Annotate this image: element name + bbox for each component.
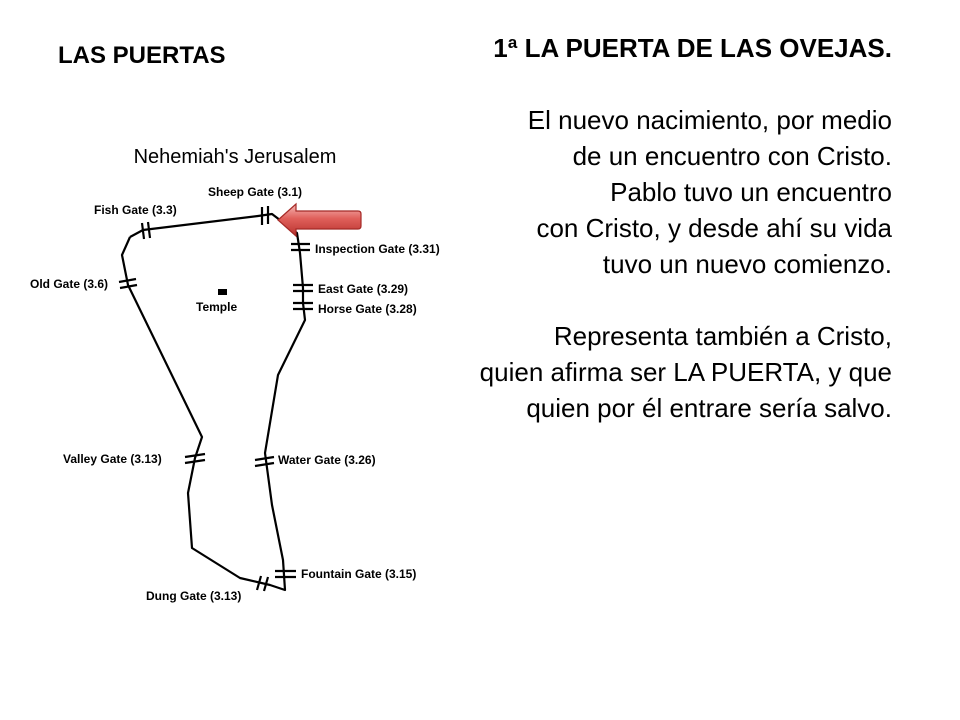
temple-label: Temple xyxy=(196,300,238,314)
red-arrow-icon xyxy=(278,204,361,236)
water-gate-mark xyxy=(255,457,274,460)
old-gate-mark xyxy=(120,285,137,288)
valley-gate-mark xyxy=(185,460,205,463)
paragraph-2-line: Representa también a Cristo, xyxy=(553,321,892,351)
gate-marks xyxy=(119,206,313,591)
heading: 1ª LA PUERTA DE LAS OVEJAS. xyxy=(493,33,892,63)
paragraph-1-line: Pablo tuvo un encuentro xyxy=(610,177,892,207)
city-wall xyxy=(122,214,305,590)
gate-label-valley: Valley Gate (3.13) xyxy=(63,452,162,466)
slide-label: LAS PUERTAS xyxy=(58,42,226,69)
fish-gate-mark xyxy=(148,222,150,238)
gate-label-inspection: Inspection Gate (3.31) xyxy=(315,242,440,256)
paragraph-1-line: de un encuentro con Cristo. xyxy=(572,141,892,171)
map-title: Nehemiah's Jerusalem xyxy=(133,146,337,168)
fish-gate-mark xyxy=(142,223,144,239)
gate-label-old: Old Gate (3.6) xyxy=(30,277,109,291)
gate-label-sheep: Sheep Gate (3.1) xyxy=(208,185,303,199)
paragraph-1-line: El nuevo nacimiento, por medio xyxy=(527,105,892,135)
water-gate-mark xyxy=(255,463,274,466)
gate-label-fountain: Fountain Gate (3.15) xyxy=(301,567,417,581)
gate-label-horse: Horse Gate (3.28) xyxy=(318,302,417,316)
gate-label-east: East Gate (3.29) xyxy=(318,282,409,296)
old-gate-mark xyxy=(119,279,136,282)
temple-marker xyxy=(218,289,227,295)
paragraph-2-line: quien por él entrare sería salvo. xyxy=(526,393,892,423)
gate-label-dung: Dung Gate (3.13) xyxy=(146,589,242,603)
paragraph-1-line: con Cristo, y desde ahí su vida xyxy=(536,213,892,243)
gate-label-fish: Fish Gate (3.3) xyxy=(94,203,177,217)
gate-label-water: Water Gate (3.26) xyxy=(278,453,376,467)
valley-gate-mark xyxy=(185,454,205,457)
paragraph-2-line: quien afirma ser LA PUERTA, y que xyxy=(479,357,892,387)
paragraph-1-line: tuvo un nuevo comienzo. xyxy=(602,249,892,279)
